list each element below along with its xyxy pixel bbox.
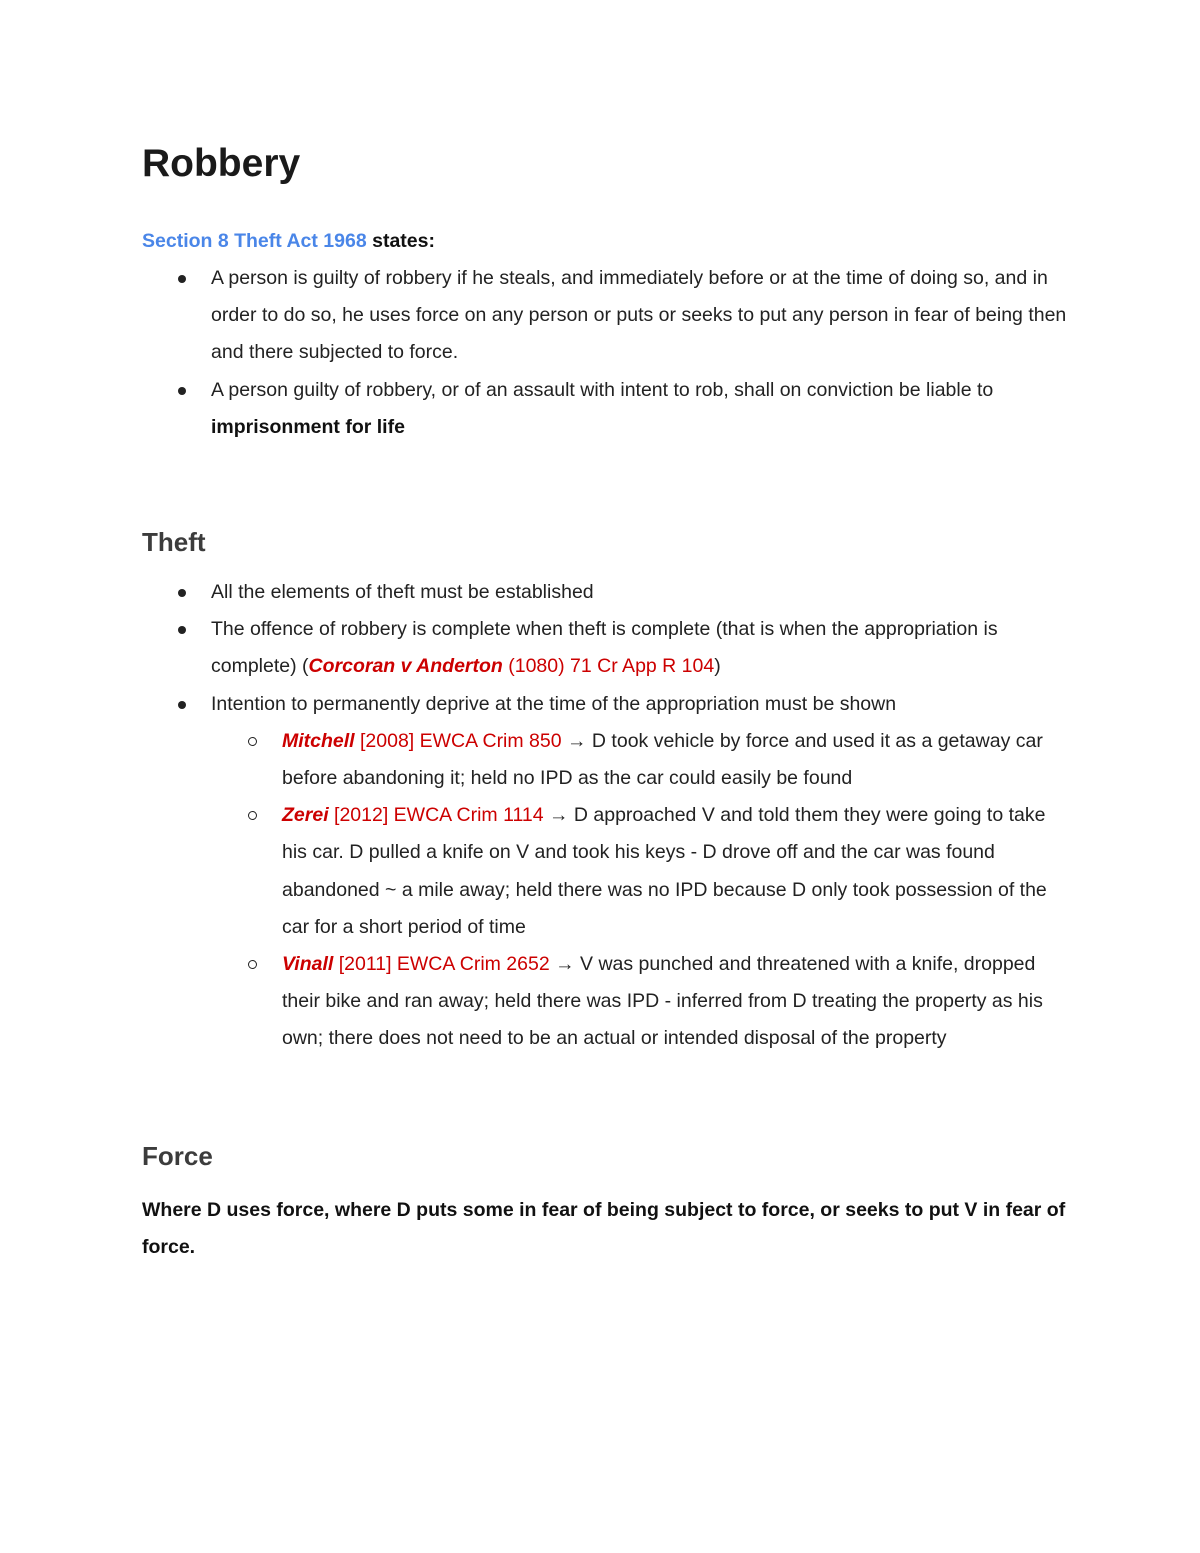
theft-bullet-2-close: ) [714, 655, 721, 678]
hollow-bullet-icon [248, 960, 257, 969]
theft-bullet-1: All the elements of theft must be established [211, 581, 594, 604]
list-item [142, 260, 1072, 372]
section8-list [142, 260, 1072, 446]
case-item [142, 723, 1072, 797]
force-heading: Force [142, 1140, 213, 1171]
case-item [142, 946, 1072, 1058]
case-citation: (1080) 71 Cr App R 104 [502, 655, 715, 678]
section8-bullet-2-bold: imprisonment for life [211, 415, 405, 438]
page-title: Robbery [142, 142, 301, 185]
case-name: Vinall [282, 953, 334, 976]
theft-heading: Theft [142, 527, 206, 558]
case-name: Mitchell [282, 729, 355, 752]
list-item [142, 372, 1072, 446]
bullet-icon [178, 701, 186, 709]
hollow-bullet-icon [248, 737, 257, 746]
hollow-bullet-icon [248, 811, 257, 820]
case-name: Zerei [282, 804, 329, 827]
case-item [142, 797, 1072, 946]
list-item [142, 611, 1072, 685]
list-item [142, 686, 1072, 1058]
case-citation: [2012] EWCA Crim 1114 [328, 804, 544, 827]
theft-bullet-2-text: The offence of robbery is complete when theft is complete (that is when the appropriation is complete) ( [211, 618, 998, 678]
section8-intro [142, 223, 1072, 260]
list-item [142, 574, 1072, 611]
case-summary: → D approached V and told them they were going to take his car. D pulled a knife on V and took his keys - D drove off and the car was found abandoned ~ a mile away; held there was no IPD because D only took possession of the car for a short period of time [282, 804, 1047, 938]
bullet-icon [178, 387, 186, 395]
bullet-icon [178, 275, 186, 283]
case-summary: → D took vehicle by force and used it as a getaway car before abandoning it; held no IPD as the car could easily be found [282, 729, 1043, 790]
theft-list [142, 574, 1072, 1058]
case-list [211, 723, 1072, 1058]
force-definition: Where D uses force, where D puts some in fear of being subject to force, or seeks to put V in fear of force. [142, 1198, 1066, 1259]
case-citation: [2008] EWCA Crim 850 [354, 729, 562, 752]
states-label: states: [372, 230, 435, 252]
case-summary: → V was punched and threatened with a knife, dropped their bike and ran away; held there was IPD - inferred from D treating the property as his own; there does not need to be an actual or intended disposal of the property [282, 953, 1043, 1050]
theft-bullet-3: Intention to permanently deprive at the time of the appropriation must be shown [211, 692, 897, 715]
case-citation: [2011] EWCA Crim 2652 [333, 953, 550, 976]
case-name: Corcoran v Anderton [308, 655, 503, 678]
section8-bullet-2-text: A person guilty of robbery, or of an assault with intent to rob, shall on conviction be liable to [211, 378, 994, 401]
document-content [142, 138, 1072, 1267]
statute-reference: Section 8 Theft Act 1968 [142, 230, 367, 252]
bullet-icon [178, 626, 186, 634]
section8-bullet-1: A person is guilty of robbery if he steals, and immediately before or at the time of doing so, and in order to do so, he uses force on any person or puts or seeks to put any person in fear of being then and there subjected to force. [211, 267, 1067, 364]
bullet-icon [178, 589, 186, 597]
